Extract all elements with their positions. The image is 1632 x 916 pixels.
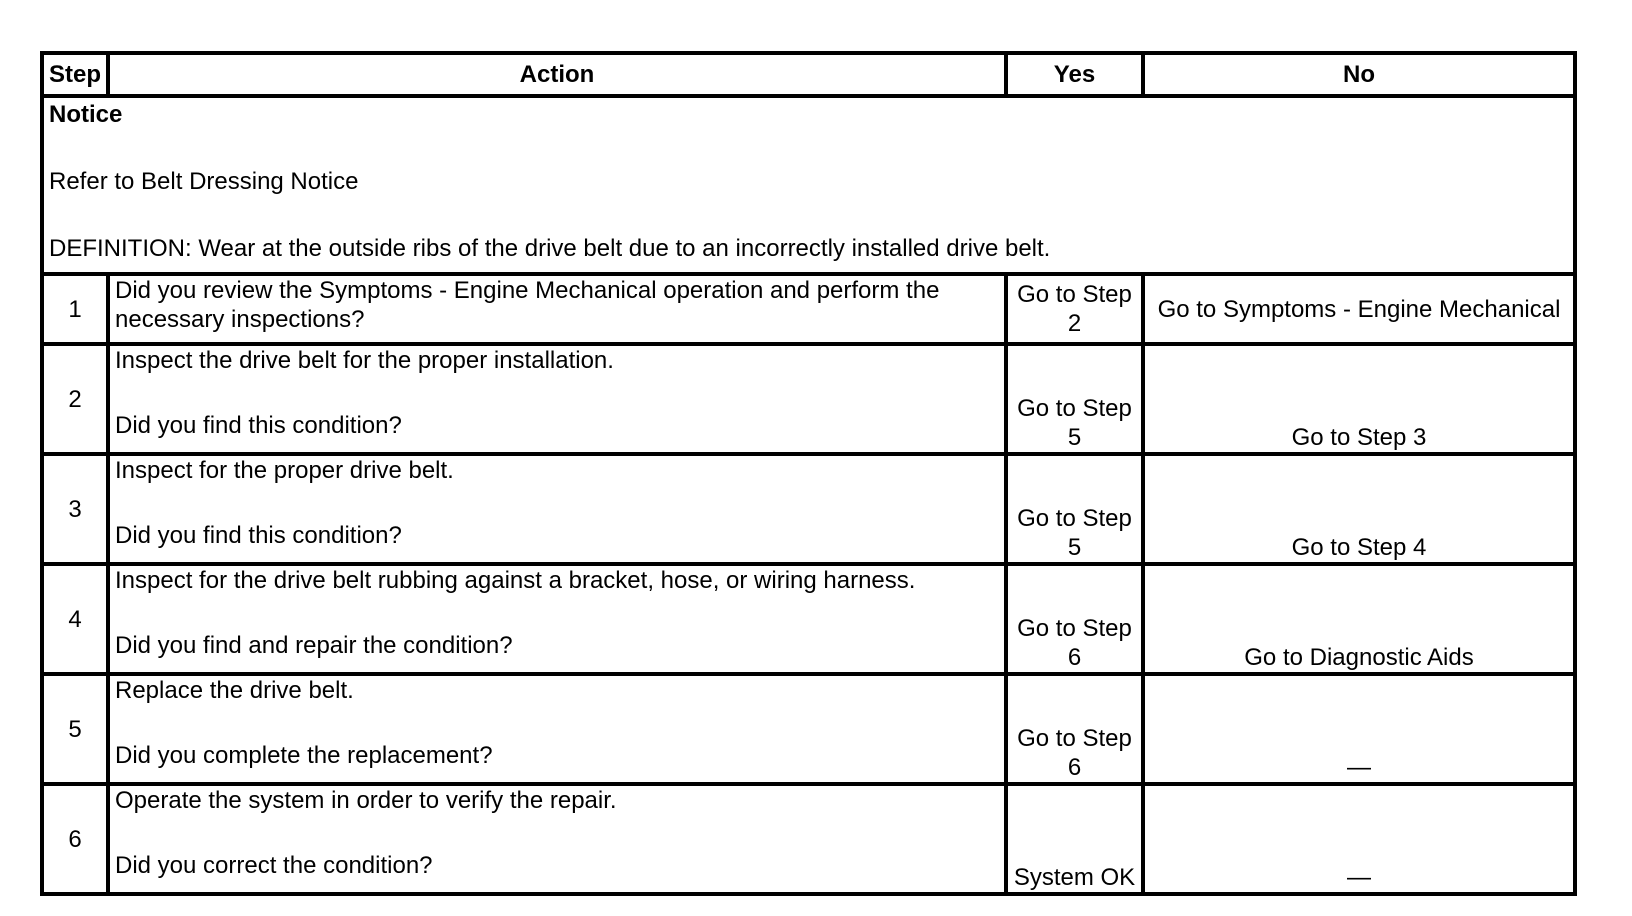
no-result: Go to Step 4 [1143,454,1575,564]
action-text [108,564,1006,674]
notice-definition: DEFINITION: Wear at the outside ribs of the drive belt due to an incorrectly installed drive belt. [49,235,1051,262]
step-number: 6 [42,784,108,894]
no-result: Go to Step 3 [1143,344,1575,454]
step-number: 3 [42,454,108,564]
no-result: Go to Symptoms - Engine Mechanical [1143,274,1575,344]
table-row [42,784,1575,894]
header-step: Step [42,53,108,96]
notice-title: Notice [49,101,123,128]
action-question: Did you complete the replacement? [115,742,493,769]
notice-refer: Refer to Belt Dressing Notice [49,168,359,195]
header-no: No [1143,53,1575,96]
yes-result: Go to Step 5 [1006,454,1143,564]
yes-result: Go to Step 6 [1006,674,1143,784]
action-instruction: Replace the drive belt. [115,677,354,704]
table-row [42,344,1575,454]
header-action: Action [108,53,1006,96]
step-number: 1 [42,274,108,344]
action-question: Did you find this condition? [115,412,402,439]
step-number: 2 [42,344,108,454]
notice-row [42,96,1575,274]
action-question: Did you find this condition? [115,522,402,549]
yes-result: System OK [1006,784,1143,894]
action-question: Did you find and repair the condition? [115,632,513,659]
step-number: 5 [42,674,108,784]
step-number: 4 [42,564,108,674]
yes-result: Go to Step 5 [1006,344,1143,454]
table-row [42,274,1575,344]
header-row [42,53,1575,96]
action-text [108,674,1006,784]
action-instruction: Did you review the Symptoms - Engine Mechanical operation and perform the necessary inspections? [115,277,940,333]
action-instruction: Inspect the drive belt for the proper installation. [115,347,614,374]
action-text [108,344,1006,454]
action-instruction: Inspect for the drive belt rubbing against a bracket, hose, or wiring harness. [115,567,916,594]
action-question: Did you correct the condition? [115,852,433,879]
table-row [42,454,1575,564]
header-yes: Yes [1006,53,1143,96]
yes-result: Go to Step 2 [1006,274,1143,344]
no-result: Go to Diagnostic Aids [1143,564,1575,674]
yes-result: Go to Step 6 [1006,564,1143,674]
no-result: — [1143,674,1575,784]
action-text [108,454,1006,564]
table-row [42,674,1575,784]
table-row [42,564,1575,674]
action-text [108,274,1006,344]
diagnostic-table [40,51,1577,896]
notice-cell [42,96,1575,274]
no-result: — [1143,784,1575,894]
action-instruction: Operate the system in order to verify the repair. [115,787,617,814]
action-instruction: Inspect for the proper drive belt. [115,457,454,484]
action-text [108,784,1006,894]
